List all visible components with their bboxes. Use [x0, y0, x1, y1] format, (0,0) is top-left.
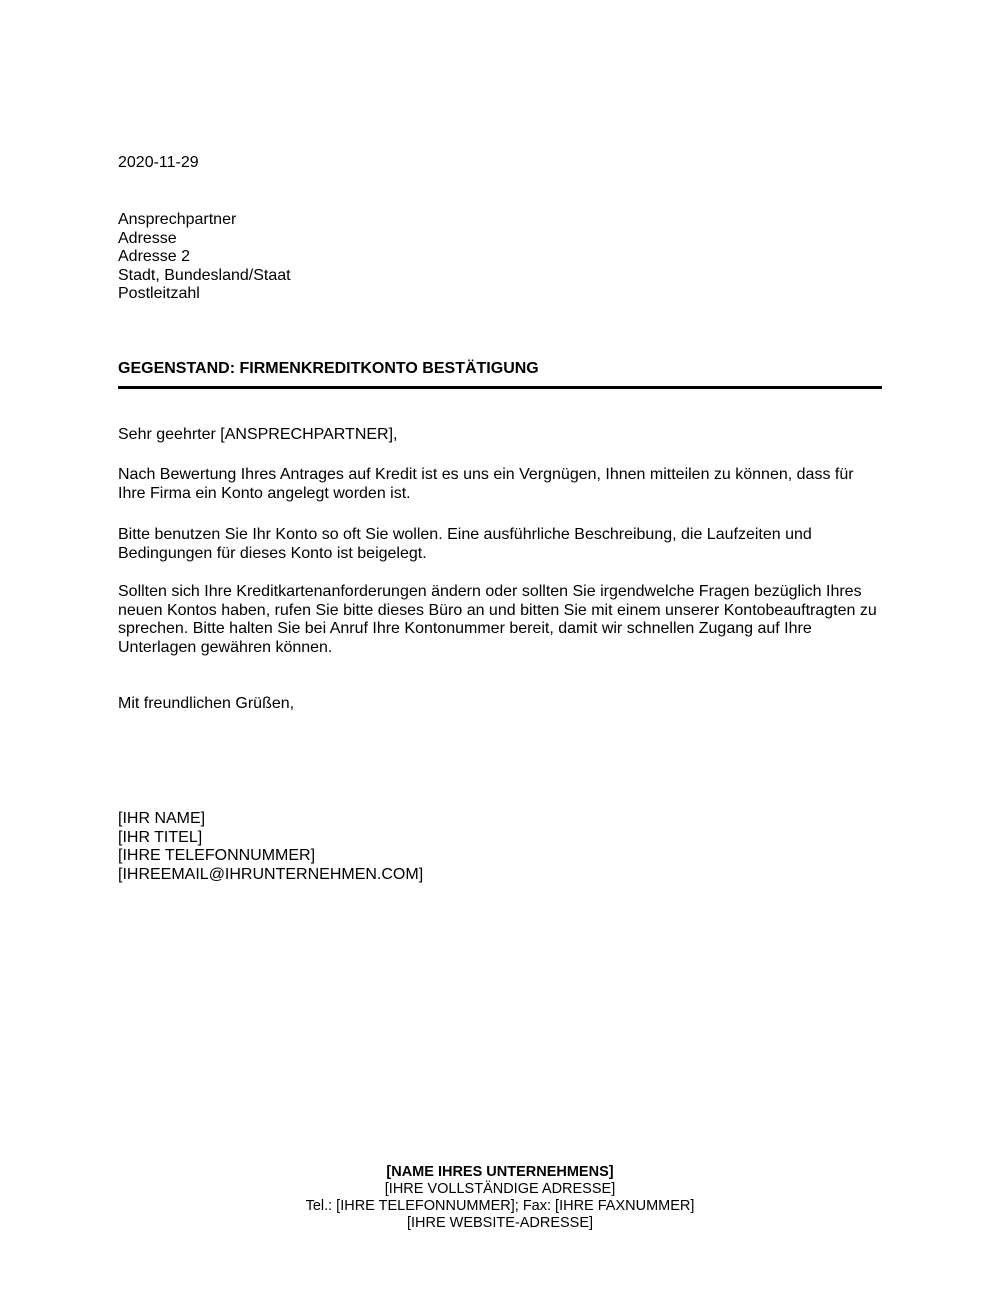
signature-name: [IHR NAME] — [118, 810, 206, 827]
body-paragraph-3: Sollten sich Ihre Kreditkartenanforderungen ändern oder sollten Sie irgendwelche Fragen bezüglich Ihres neuen Kontos haben, rufen Sie bitte dieses Büro an und bitten Sie mit einem unserer Kontobeauftragten zu sprechen. Bitte halten Sie bei Anruf Ihre Kontonummer bereit, damit wir schnellen Zugang auf Ihre Unterlagen gewähren können. — [118, 583, 877, 656]
recipient-address: Adresse — [118, 229, 177, 247]
footer-company-name: [NAME IHRES UNTERNEHMENS] — [386, 1164, 614, 1180]
recipient-postal-code: Postleitzahl — [118, 285, 200, 302]
subject-heading: GEGENSTAND: FIRMENKREDITKONTO BESTÄTIGUNG — [118, 360, 539, 377]
recipient-address-block — [118, 211, 882, 304]
body-paragraph-1: Nach Bewertung Ihres Antrages auf Kredit ist es uns ein Vergnügen, Ihnen mitteilen zu können, dass für Ihre Firma ein Konto angelegt worden ist. — [118, 466, 854, 502]
body-paragraph-2: Bitte benutzen Sie Ihr Konto so oft Sie wollen. Eine ausführliche Beschreibung, die Laufzeiten und Bedingungen für dieses Konto ist beigelegt. — [118, 526, 812, 562]
recipient-city-state: Stadt, Bundesland/Staat — [118, 266, 291, 284]
salutation: Sehr geehrter [ANSPRECHPARTNER], — [118, 426, 398, 443]
signature-phone: [IHRE TELEFONNUMMER] — [118, 847, 316, 864]
footer-contact: Tel.: [IHRE TELEFONNUMMER]; Fax: [IHRE FAXNUMMER] — [305, 1198, 695, 1214]
closing: Mit freundlichen Grüßen, — [118, 695, 295, 712]
recipient-name: Ansprechpartner — [118, 211, 237, 228]
footer-address: [IHRE VOLLSTÄNDIGE ADRESSE] — [384, 1181, 616, 1197]
letter-date: 2020-11-29 — [118, 154, 199, 171]
signature-title: [IHR TITEL] — [118, 828, 203, 846]
recipient-address-2: Adresse 2 — [118, 248, 191, 265]
signature-block — [118, 810, 882, 884]
footer-website: [IHRE WEBSITE-ADRESSE] — [406, 1215, 594, 1231]
subject-divider — [118, 386, 882, 389]
signature-email: [IHREEMAIL@IHRUNTERNEHMEN.COM] — [118, 865, 424, 883]
letter-footer — [0, 1164, 1000, 1232]
